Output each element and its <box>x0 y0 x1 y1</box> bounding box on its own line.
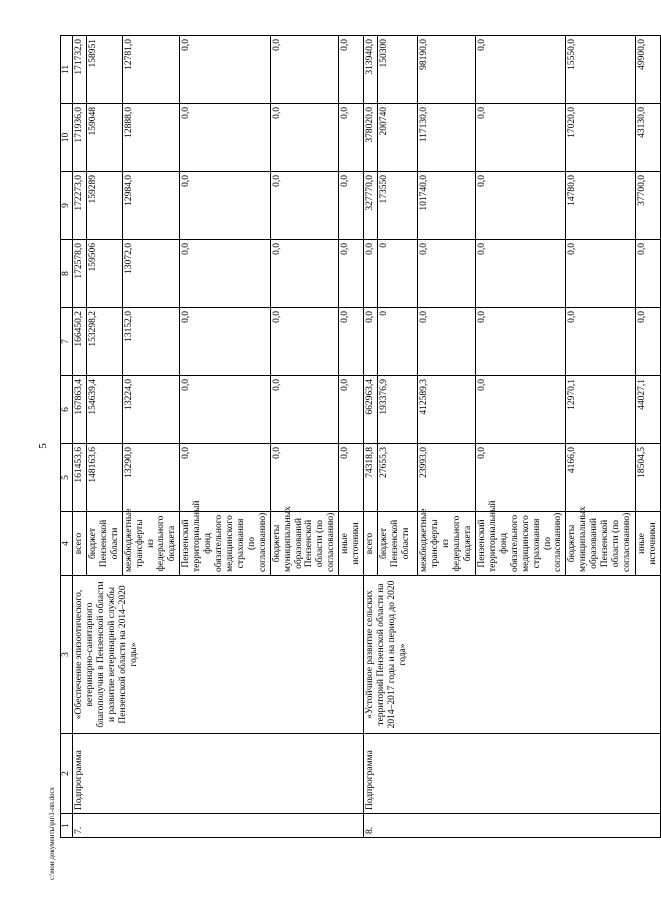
value-cell: 0,0 <box>180 104 270 172</box>
program-type-cell: Подпрограмма <box>73 734 364 814</box>
value-cell: 0,0 <box>475 172 565 240</box>
table-row <box>364 36 378 838</box>
value-cell: 0,0 <box>475 104 565 172</box>
value-cell: 12970,1 <box>566 376 636 444</box>
value-cell: 17020,0 <box>566 104 636 172</box>
value-cell: 0,0 <box>270 444 339 512</box>
value-cell: 0,0 <box>180 172 270 240</box>
value-cell: 0,0 <box>270 172 339 240</box>
value-cell: 0,0 <box>270 308 339 376</box>
funding-source-cell: всего <box>364 512 378 576</box>
value-cell: 200740 <box>377 104 417 172</box>
value-cell: 0,0 <box>339 36 364 104</box>
row-number-cell: 8. <box>364 814 661 838</box>
value-cell: 0,0 <box>417 240 475 308</box>
value-cell: 13290,0 <box>122 444 180 512</box>
header-cell: 6 <box>61 376 73 444</box>
value-cell: 0,0 <box>270 240 339 308</box>
value-cell: 13152,0 <box>122 308 180 376</box>
value-cell: 18504,5 <box>636 444 661 512</box>
table-header-row <box>61 36 73 838</box>
header-cell: 1 <box>61 814 73 838</box>
value-cell: 158951 <box>86 36 122 104</box>
value-cell: 44027,1 <box>636 376 661 444</box>
value-cell: 161453,6 <box>73 444 87 512</box>
value-cell: 0,0 <box>270 36 339 104</box>
value-cell: 0,0 <box>475 36 565 104</box>
funding-source-cell: Пензенский территориальный фонд обязательного медицинского страхования (по согласованию) <box>475 512 565 576</box>
value-cell: 101740,0 <box>417 172 475 240</box>
program-name-cell: «Обеспечение эпизоотического, ветеринарно-санитарного благополучия в Пензенской области и развитие ветеринарной службы Пензенской области на 2014–2020 годы» <box>73 576 364 734</box>
header-cell: 5 <box>61 444 73 512</box>
value-cell: 171732,0 <box>73 36 87 104</box>
value-cell: 43130,0 <box>636 104 661 172</box>
value-cell: 12888,0 <box>122 104 180 172</box>
value-cell: 0,0 <box>566 240 636 308</box>
value-cell: 13072,0 <box>122 240 180 308</box>
value-cell: 0,0 <box>339 240 364 308</box>
value-cell: 0,0 <box>475 308 565 376</box>
program-type-cell: Подпрограмма <box>364 734 661 814</box>
value-cell: 0,0 <box>566 308 636 376</box>
value-cell: 148163,6 <box>86 444 122 512</box>
value-cell: 0,0 <box>180 240 270 308</box>
value-cell: 159289 <box>86 172 122 240</box>
header-cell: 11 <box>61 36 73 104</box>
value-cell: 171936,0 <box>73 104 87 172</box>
funding-source-cell: бюджеты муниципальных образований Пензенской области (по согласованию) <box>566 512 636 576</box>
header-cell: 9 <box>61 172 73 240</box>
value-cell: 0,0 <box>636 308 661 376</box>
value-cell: 0,0 <box>180 376 270 444</box>
value-cell: 0 <box>377 240 417 308</box>
funding-source-cell: бюджет Пензенской области <box>86 512 122 576</box>
footer-file-path: c:\мои документы\рп\1-пп.docx <box>48 786 56 880</box>
value-cell: 159506 <box>86 240 122 308</box>
value-cell: 173550 <box>377 172 417 240</box>
value-cell: 0 <box>377 308 417 376</box>
value-cell: 0,0 <box>417 308 475 376</box>
value-cell: 37700,0 <box>636 172 661 240</box>
funding-source-cell: межбюджетные трансферты из федерального бюджета <box>417 512 475 576</box>
page-number: 5 <box>36 443 49 449</box>
funding-source-cell: иные источники <box>339 512 364 576</box>
funding-source-cell: Пензенский территориальный фонд обязательного медицинского страхования (по согласованию) <box>180 512 270 576</box>
value-cell: 0,0 <box>180 36 270 104</box>
value-cell: 98190,0 <box>417 36 475 104</box>
value-cell: 0,0 <box>475 444 565 512</box>
value-cell: 0,0 <box>364 308 378 376</box>
value-cell: 172578,0 <box>73 240 87 308</box>
value-cell: 154639,4 <box>86 376 122 444</box>
value-cell: 12984,0 <box>122 172 180 240</box>
value-cell: 13224,0 <box>122 376 180 444</box>
value-cell: 0,0 <box>475 376 565 444</box>
funding-source-cell: бюджет Пензенской области <box>377 512 417 576</box>
value-cell: 0,0 <box>180 444 270 512</box>
funding-source-cell: всего <box>73 512 87 576</box>
value-cell: 153298,2 <box>86 308 122 376</box>
value-cell: 0,0 <box>270 376 339 444</box>
program-name-cell: «Устойчивое развитие сельских территорий Пензенской области на 2014–2017 годы и на период до 2020 года» <box>364 576 661 734</box>
value-cell: 412589,3 <box>417 376 475 444</box>
header-cell: 8 <box>61 240 73 308</box>
value-cell: 0,0 <box>636 240 661 308</box>
value-cell: 49900,0 <box>636 36 661 104</box>
header-cell: 7 <box>61 308 73 376</box>
header-cell: 10 <box>61 104 73 172</box>
value-cell: 313940,0 <box>364 36 378 104</box>
header-cell: 2 <box>61 734 73 814</box>
value-cell: 15550,0 <box>566 36 636 104</box>
table-row <box>73 36 87 838</box>
value-cell: 117130,0 <box>417 104 475 172</box>
value-cell: 172273,0 <box>73 172 87 240</box>
value-cell: 0,0 <box>339 104 364 172</box>
value-cell: 378020,0 <box>364 104 378 172</box>
row-number-cell: 7. <box>73 814 364 838</box>
value-cell: 166450,2 <box>73 308 87 376</box>
value-cell: 662963,4 <box>364 376 378 444</box>
program-funding-table <box>60 35 661 838</box>
value-cell: 27655,3 <box>377 444 417 512</box>
value-cell: 193376,9 <box>377 376 417 444</box>
value-cell: 0,0 <box>339 172 364 240</box>
value-cell: 0,0 <box>180 308 270 376</box>
value-cell: 23993,0 <box>417 444 475 512</box>
value-cell: 0,0 <box>475 240 565 308</box>
value-cell: 159048 <box>86 104 122 172</box>
value-cell: 0,0 <box>339 308 364 376</box>
value-cell: 0,0 <box>339 376 364 444</box>
value-cell: 327770,0 <box>364 172 378 240</box>
value-cell: 12781,0 <box>122 36 180 104</box>
value-cell: 0,0 <box>339 444 364 512</box>
value-cell: 0,0 <box>270 104 339 172</box>
document-table-wrapper <box>60 38 659 838</box>
value-cell: 74318,8 <box>364 444 378 512</box>
value-cell: 4166,0 <box>566 444 636 512</box>
header-cell: 3 <box>61 576 73 734</box>
funding-source-cell: бюджеты муниципальных образований Пензенской области (по согласованию) <box>270 512 339 576</box>
funding-source-cell: иные источники <box>636 512 661 576</box>
value-cell: 167863,4 <box>73 376 87 444</box>
value-cell: 0,0 <box>364 240 378 308</box>
value-cell: 150300 <box>377 36 417 104</box>
funding-source-cell: межбюджетные трансферты из федерального бюджета <box>122 512 180 576</box>
value-cell: 14780,0 <box>566 172 636 240</box>
header-cell: 4 <box>61 512 73 576</box>
